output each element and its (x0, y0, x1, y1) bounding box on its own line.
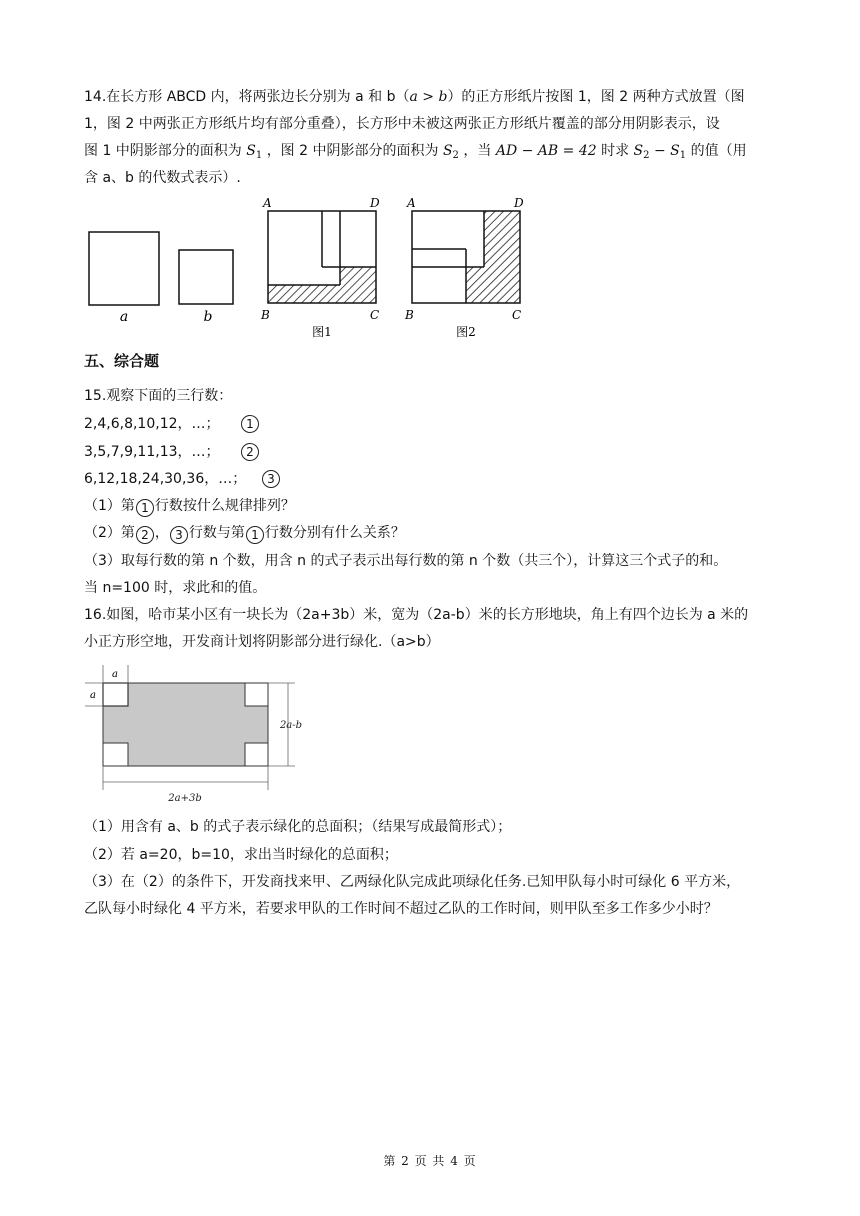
q14-line4: 含 a、b 的代数式表示）. (84, 170, 241, 186)
q14-condition: a > b (409, 89, 448, 105)
section-heading: 五、综合题 (84, 352, 160, 370)
q15-intro: 15.观察下面的三行数： (84, 388, 233, 404)
square-b (179, 250, 233, 304)
q15-row3-marker: 3 (262, 470, 280, 488)
q15-row2-marker: 2 (241, 443, 259, 461)
q15-row2: 3,5,7,9,11,13，…； (84, 444, 220, 460)
fig1-corner-A: A (263, 196, 272, 210)
label-height: 2a-b (279, 720, 303, 731)
q15-sub3-cont: 当 n=100 时，求此和的值。 (84, 580, 267, 596)
q15-sub2-marker-1: 1 (246, 526, 264, 544)
q15-sub2: （2）第 2 ， 3 行数与第 1 行数分别有什么关系？ (84, 525, 405, 542)
q16-sub3-cont: 乙队每小时绿化 4 平方米，若要求甲队的工作时间不超过乙队的工作时间，则甲队至多工作多少小时？ (84, 901, 718, 917)
q16-sub2: （2）若 a=20，b=10，求出当时绿化的总面积； (84, 847, 398, 863)
q15-sub2-marker-3: 3 (170, 526, 188, 544)
fig1-corner-D: D (370, 196, 380, 210)
q16-line2: 小正方形空地，开发商计划将阴影部分进行绿化.（a>b） (84, 634, 440, 650)
figure-1 (260, 196, 380, 339)
corner-square-tr (245, 683, 268, 706)
q16-sub1: （1）用含有 a、b 的式子表示绿化的总面积；（结果写成最简形式）； (84, 819, 512, 835)
corner-square-bl (103, 743, 128, 766)
label-b: b (203, 309, 213, 325)
q14-figure (80, 193, 550, 345)
q15-sub3: （3）取每行数的第 n 个数，用含 n 的式子表示出每行数的第 n 个数（共三个），计算这三个式子的和。 (84, 553, 728, 569)
q15-sub2-marker-2: 2 (136, 526, 154, 544)
fig1-corner-B: B (261, 308, 270, 322)
fig2-shaded-region (466, 211, 520, 303)
corner-square-br (245, 743, 268, 766)
q15-row1-marker: 1 (241, 415, 259, 433)
figure-2 (404, 196, 524, 339)
fig2-corner-C: C (512, 308, 522, 322)
q16-figure (85, 665, 315, 810)
q16-line1: 16.如图，哈市某小区有一块长为（2a+3b）米，宽为（2a-b）米的长方形地块，角上有四个边长为 a 米的 (84, 607, 749, 623)
fig2-corner-B: B (405, 308, 414, 322)
fig1-corner-C: C (370, 308, 380, 322)
page-number-footer: 第 2 页 共 4 页 (383, 1154, 477, 1168)
label-width: 2a+3b (168, 793, 202, 804)
corner-square-tl (103, 683, 128, 706)
q15-row1: 2,4,6,8,10,12，…； (84, 416, 220, 432)
q14-line2: 1，图 2 中两张正方形纸片均有部分重叠），长方形中未被这两张正方形纸片覆盖的部分用阴影表示，设 (84, 116, 720, 132)
q15-row3: 6,12,18,24,30,36，…； (84, 471, 247, 487)
s2-minus-s1: $S_2 - S_1$ (633, 143, 687, 161)
label-a: a (119, 309, 129, 325)
label-a-left: a (90, 690, 96, 701)
q14-equation: AD − AB = 42 (495, 143, 597, 159)
square-a (89, 232, 159, 305)
q15-sub1: （1）第 1 行数按什么规律排列？ (84, 498, 295, 515)
s2-symbol: $S_2$ (442, 143, 459, 161)
fig2-corner-A: A (407, 196, 416, 210)
q15-sub1-marker: 1 (136, 499, 154, 517)
s1-symbol: $S_1$ (246, 143, 263, 161)
q14-line1: 14.在长方形 ABCD 内，将两张边长分别为 a 和 b（a > b）的正方形纸片按图 1，图 2 两种方式放置（图 (84, 89, 745, 105)
q16-sub3: （3）在（2）的条件下，开发商找来甲、乙两绿化队完成此项绿化任务.已知甲队每小时可绿化 6 平方米， (84, 874, 741, 890)
label-a-top: a (112, 669, 118, 680)
fig2-corner-D: D (514, 196, 524, 210)
fig2-caption: 图2 (456, 325, 476, 339)
fig1-caption: 图1 (312, 325, 332, 339)
q14-line3: 图 1 中阴影部分的面积为 $S_1$ ，图 2 中阴影部分的面积为 $S_2$ ，当 AD − AB = 42 时求 $S_2 - S_1$ 的值（用 (84, 143, 747, 161)
